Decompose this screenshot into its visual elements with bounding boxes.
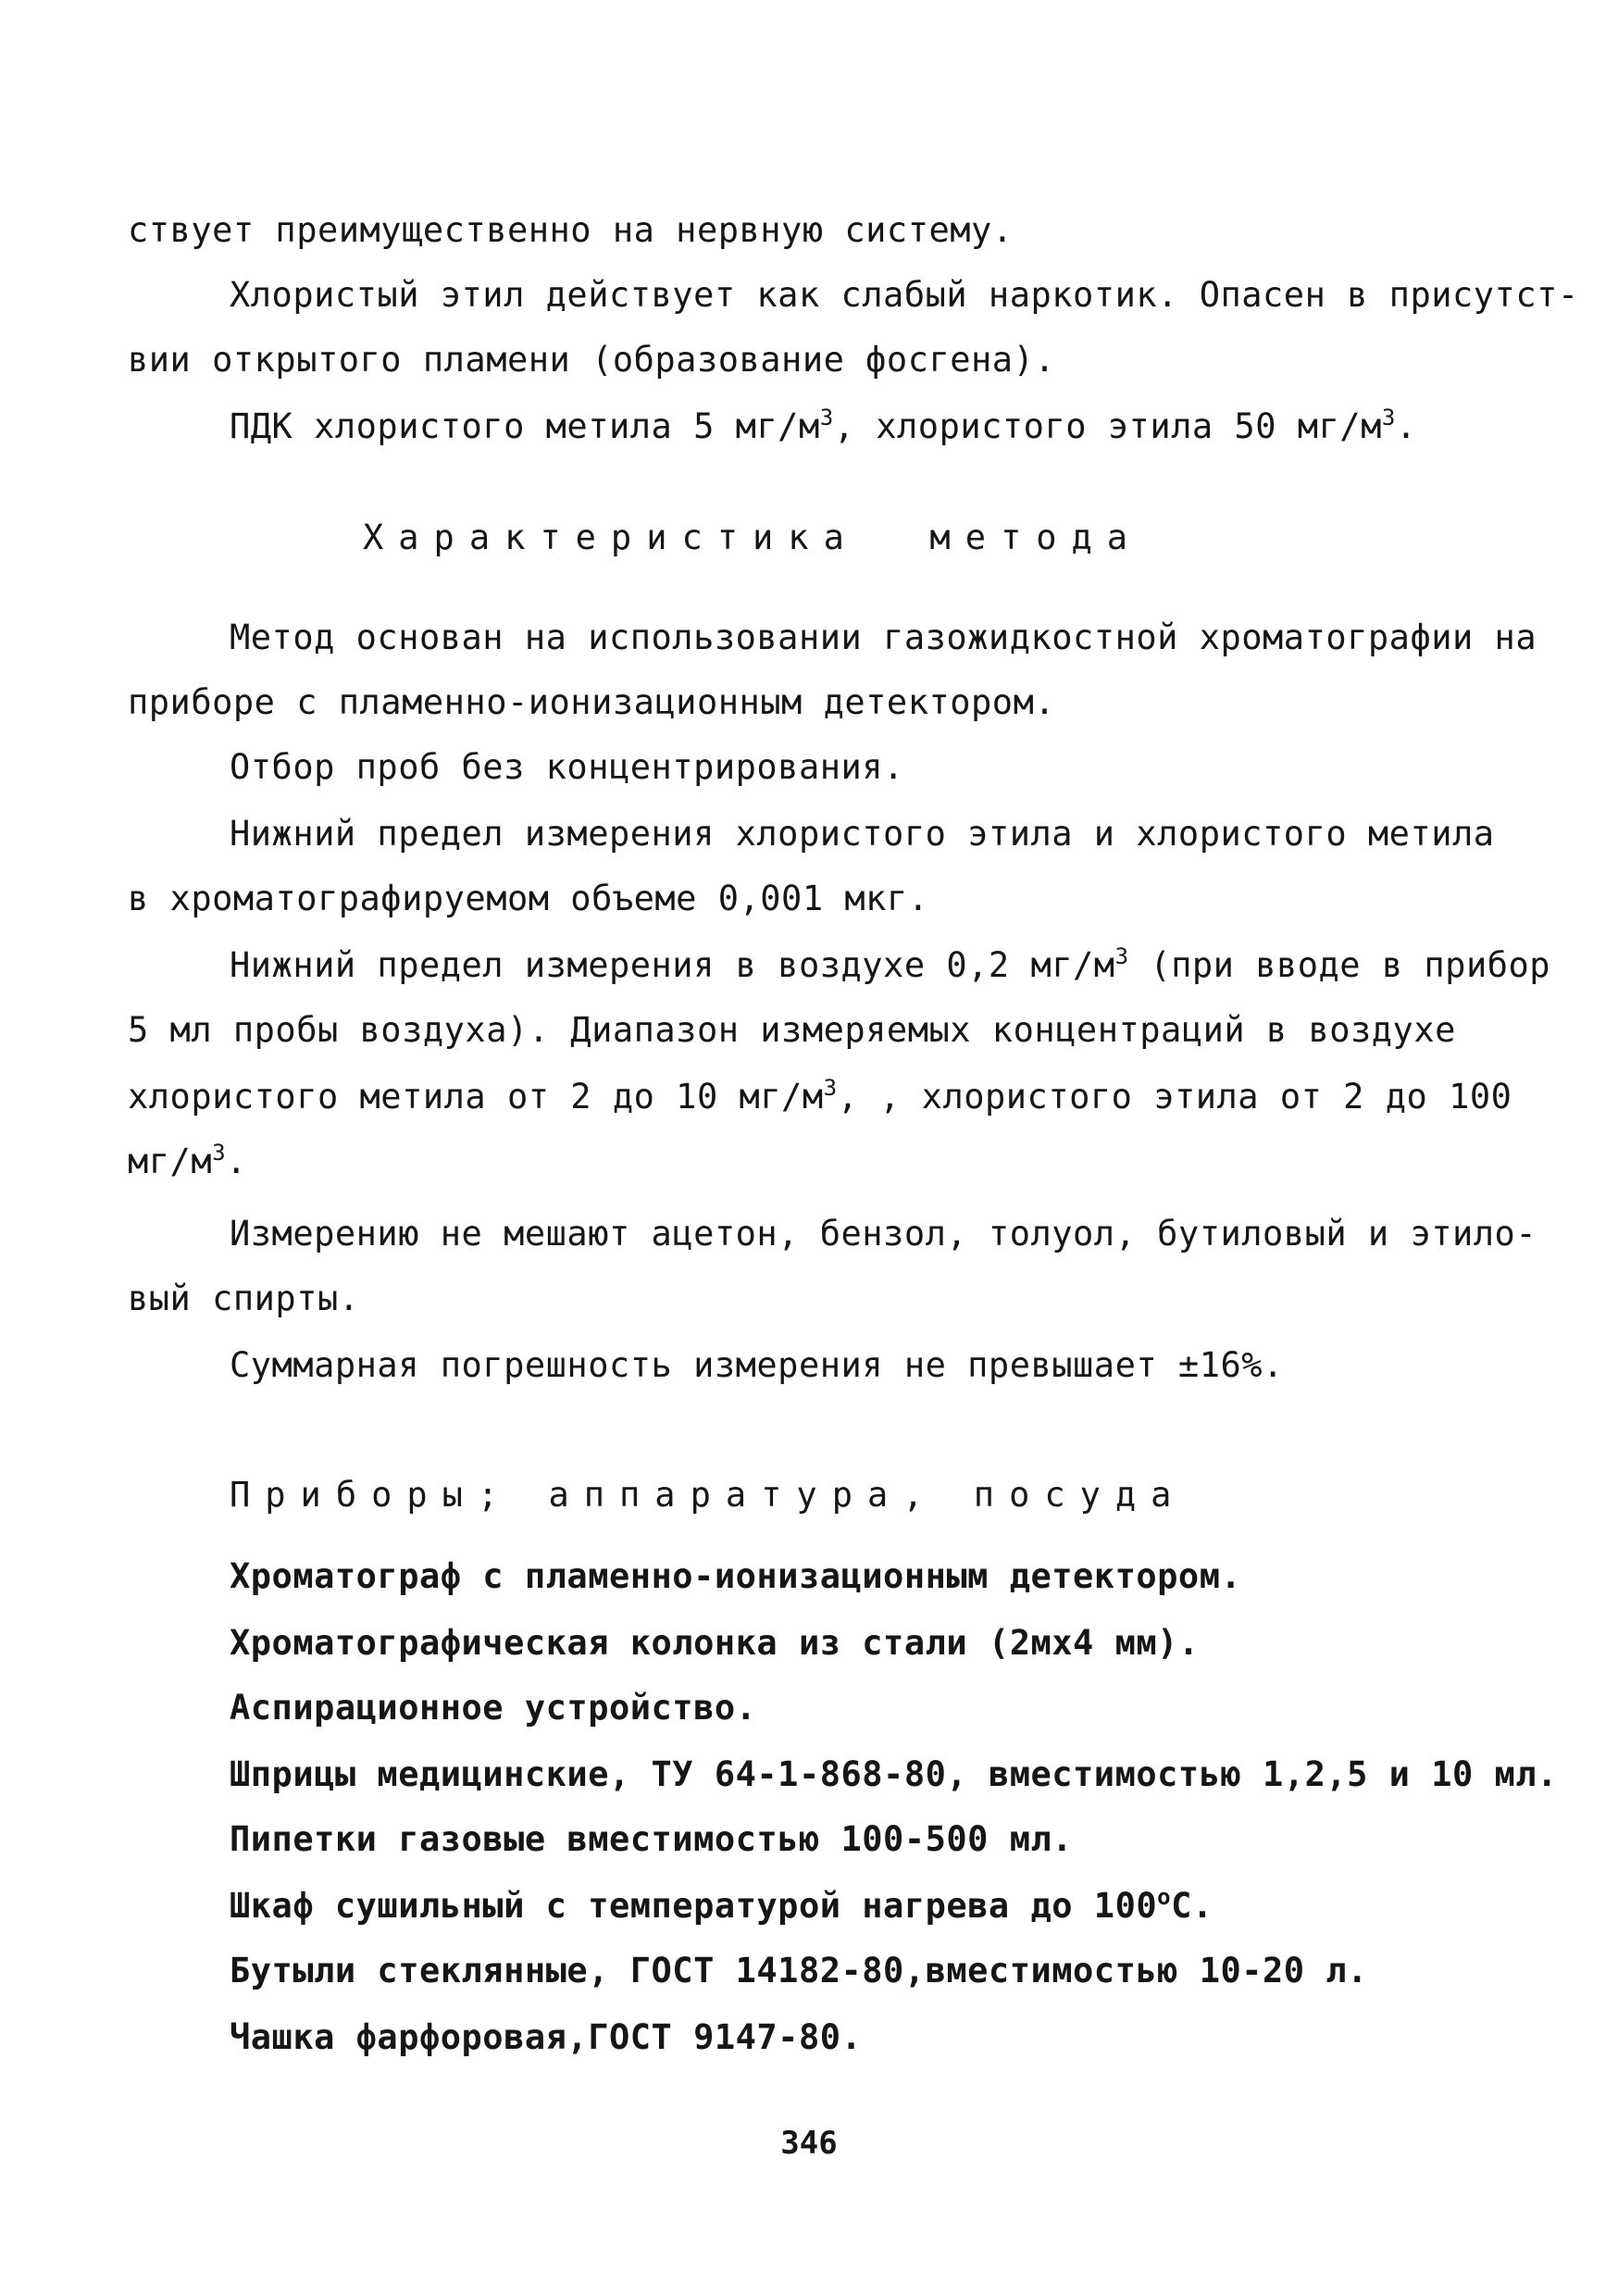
list-item: Шприцы медицинские, ТУ 64-1-868-80, вместимостью 1,2,5 и 10 мл. bbox=[230, 1754, 1558, 1794]
pdk-text-a: ПДК хлористого метила 5 мг/м bbox=[230, 406, 820, 446]
text-segment: Нижний предел измерения в воздухе 0,2 мг/м bbox=[230, 945, 1115, 985]
text-line: Нижний предел измерения хлористого этила и хлористого метила bbox=[230, 814, 1495, 854]
list-item: Хроматограф с пламенно-ионизационным детектором. bbox=[230, 1556, 1242, 1596]
page-number: 346 bbox=[780, 2125, 838, 2162]
superscript: 3 bbox=[823, 1075, 838, 1101]
text-line bbox=[128, 1141, 247, 1183]
text-line: Метод основан на использовании газожидкостной хроматографии на bbox=[230, 618, 1537, 657]
superscript: 3 bbox=[212, 1140, 227, 1166]
list-item: Бутыли стеклянные, ГОСТ 14182-80,вместимостью 10-20 л. bbox=[230, 1951, 1368, 1990]
text-line: Хлористый этил действует как слабый наркотик. Опасен в присутст- bbox=[230, 275, 1579, 315]
text-line: Измерению не мешают ацетон, бензол, толуол, бутиловый и этило- bbox=[230, 1214, 1537, 1254]
text-line: Отбор проб без концентрирования. bbox=[230, 747, 904, 787]
list-item: Аспирационное устройство. bbox=[230, 1688, 757, 1728]
list-item: Пипетки газовые вместимостью 100-500 мл. bbox=[230, 1819, 1074, 1859]
text-line: Суммарная погрешность измерения не превышает ±16%. bbox=[230, 1345, 1284, 1385]
text-line: приборе с пламенно-ионизационным детектором. bbox=[128, 682, 1056, 722]
superscript: 3 bbox=[819, 405, 834, 430]
list-item bbox=[230, 1885, 1214, 1928]
text-segment: (при вводе в прибор bbox=[1128, 945, 1551, 985]
text-segment: Шкаф сушильный с температурой нагрева до 100 bbox=[230, 1886, 1158, 1926]
list-item: Чашка фарфоровая,ГОСТ 9147-80. bbox=[230, 2017, 863, 2057]
text-line: вый спирты. bbox=[128, 1279, 360, 1318]
text-line: в хроматографируемом объеме 0,001 мкг. bbox=[128, 879, 929, 918]
text-segment: , , хлористого этила от 2 до 100 bbox=[837, 1077, 1512, 1117]
text-line: вии открытого пламени (образование фосгена). bbox=[128, 340, 1056, 380]
text-segment: С. bbox=[1171, 1886, 1214, 1926]
text-line: ствует преимущественно на нервную систему. bbox=[128, 210, 1014, 250]
pdk-text-b: , хлористого этила 50 мг/м bbox=[833, 406, 1382, 446]
section-heading-method: Характеристика метода bbox=[363, 518, 1143, 557]
list-item: Хроматографическая колонка из стали (2мх4 мм). bbox=[230, 1623, 1200, 1663]
superscript: 3 bbox=[1381, 405, 1396, 430]
pdk-line bbox=[230, 406, 1417, 448]
superscript: 3 bbox=[1114, 943, 1129, 969]
text-segment: . bbox=[226, 1142, 247, 1181]
text-segment: мг/м bbox=[128, 1142, 213, 1181]
text-line bbox=[230, 944, 1550, 987]
text-line: 5 мл пробы воздуха). Диапазон измеряемых концентраций в воздухе bbox=[128, 1010, 1456, 1050]
pdk-text-c: . bbox=[1395, 406, 1417, 446]
section-heading-equipment: Приборы; аппаратура, посуда bbox=[230, 1475, 1187, 1515]
text-line bbox=[128, 1076, 1512, 1118]
superscript: о bbox=[1157, 1884, 1172, 1910]
text-segment: хлористого метила от 2 до 10 мг/м bbox=[128, 1077, 824, 1117]
